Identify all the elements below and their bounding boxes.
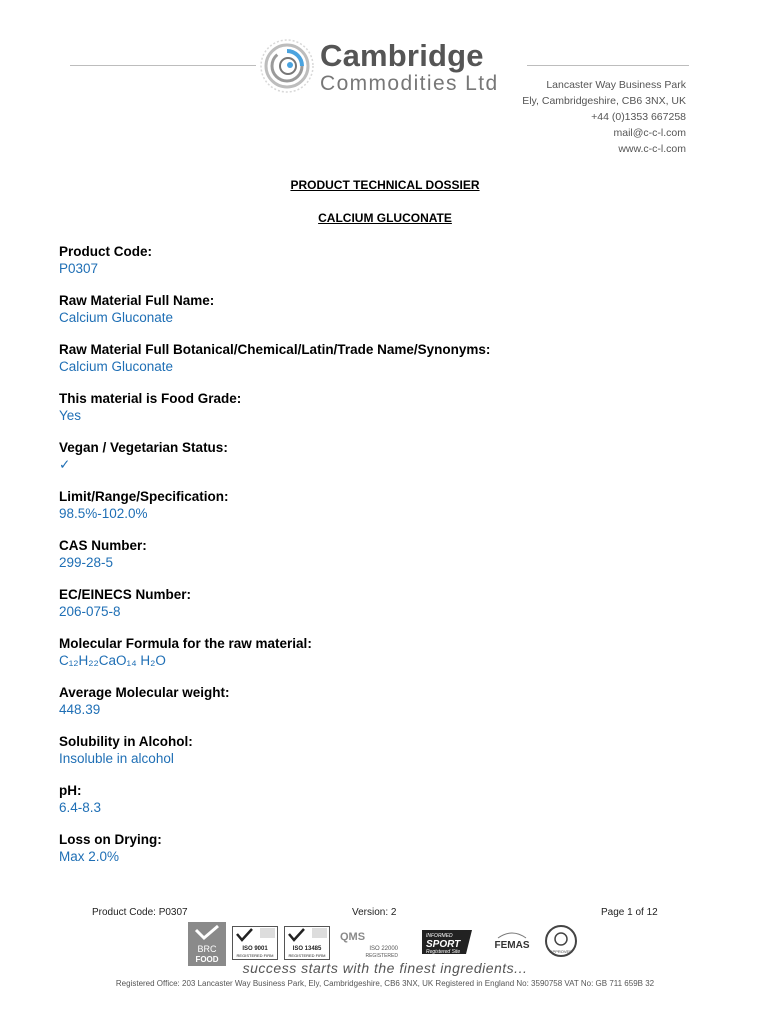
field-label: Product Code: (59, 244, 152, 259)
field-cas-number (59, 537, 679, 586)
field-full-name (59, 292, 679, 341)
field-specification (59, 488, 679, 537)
logo-name: Cambridge (320, 38, 484, 73)
header-rule-left (70, 65, 256, 66)
checkmark-icon: ✓ (59, 457, 71, 472)
svg-text:FOOD: FOOD (195, 955, 219, 964)
svg-text:REGISTERED: REGISTERED (365, 953, 398, 959)
svg-text:SPORT: SPORT (426, 939, 461, 950)
informed-sport-logo (420, 928, 474, 956)
field-value: 299-28-5 (59, 555, 114, 570)
iso-13485-logo (284, 926, 330, 960)
footer-version: Version: 2 (352, 907, 397, 918)
svg-text:INFORMED: INFORMED (426, 933, 453, 939)
company-logo (258, 38, 508, 94)
field-value: Yes (59, 408, 82, 423)
field-label: Vegan / Vegetarian Status: (59, 440, 228, 455)
field-ph (59, 782, 679, 831)
field-value: C₁₂H₂₂CaO₁₄ H₂O (59, 653, 166, 668)
field-label: pH: (59, 783, 82, 798)
field-product-code (59, 243, 679, 292)
field-molecular-weight (59, 684, 679, 733)
svg-text:ISO 22000: ISO 22000 (369, 946, 398, 952)
field-molecular-formula (59, 635, 679, 684)
address-line-website: www.c-c-l.com (618, 143, 686, 155)
qms-iso-22000-logo (338, 928, 400, 960)
field-food-grade (59, 390, 679, 439)
footer-slogan: success starts with the finest ingredients... (242, 960, 528, 976)
svg-text:FEMAS: FEMAS (494, 940, 530, 951)
field-label: CAS Number: (59, 538, 147, 553)
field-label: Molecular Formula for the raw material: (59, 636, 312, 651)
svg-text:ISO 13485: ISO 13485 (292, 946, 322, 952)
field-label: Average Molecular weight: (59, 685, 230, 700)
footer-product-code: Product Code: P0307 (92, 907, 188, 918)
document-subtitle: CALCIUM GLUCONATE (318, 211, 452, 225)
soil-association-logo (544, 924, 578, 958)
svg-text:REGISTERED FIRM: REGISTERED FIRM (288, 953, 326, 958)
svg-text:QMS: QMS (340, 931, 366, 943)
field-value: 6.4-8.3 (59, 800, 102, 815)
header-rule-right (527, 65, 689, 66)
field-solubility (59, 733, 679, 782)
svg-text:ISO 9001: ISO 9001 (242, 946, 268, 952)
address-line-town: Ely, Cambridgeshire, CB6 3NX, UK (522, 95, 686, 107)
svg-text:REGISTERED FIRM: REGISTERED FIRM (236, 953, 274, 958)
logo-swirl-icon (258, 38, 316, 94)
product-fields (59, 243, 679, 880)
field-label: Raw Material Full Name: (59, 293, 215, 308)
field-value: Max 2.0% (59, 849, 120, 864)
field-value: Calcium Gluconate (59, 359, 174, 374)
field-einecs-number (59, 586, 679, 635)
field-value: 206-075-8 (59, 604, 121, 619)
svg-text:APPROVED: APPROVED (549, 949, 573, 954)
document-title: PRODUCT TECHNICAL DOSSIER (290, 178, 480, 192)
address-line-phone: +44 (0)1353 667258 (591, 111, 686, 123)
footer-page-number: Page 1 of 12 (601, 907, 658, 918)
field-label: EC/EINECS Number: (59, 587, 192, 602)
address-line-email: mail@c-c-l.com (613, 127, 686, 139)
field-value: Calcium Gluconate (59, 310, 174, 325)
svg-text:Registered Site: Registered Site (426, 949, 461, 955)
field-value: P0307 (59, 261, 99, 276)
iso-9001-logo (232, 926, 278, 960)
company-address (522, 77, 686, 157)
field-value: 98.5%-102.0% (59, 506, 148, 521)
field-vegan-status (59, 439, 679, 488)
field-loss-on-drying (59, 831, 679, 880)
field-label: Limit/Range/Specification: (59, 489, 229, 504)
field-label: This material is Food Grade: (59, 391, 242, 406)
field-synonyms (59, 341, 679, 390)
field-value: Insoluble in alcohol (59, 751, 174, 766)
field-label: Loss on Drying: (59, 832, 162, 847)
field-label: Solubility in Alcohol: (59, 734, 193, 749)
field-label: Raw Material Full Botanical/Chemical/Latin/Trade Name/Synonyms: (59, 342, 491, 357)
address-line-street: Lancaster Way Business Park (546, 79, 686, 91)
field-value: 448.39 (59, 702, 101, 717)
svg-text:BRC: BRC (197, 944, 217, 954)
femas-logo (488, 926, 536, 958)
logo-subtitle: Commodities Ltd (320, 72, 499, 95)
footer-registered-office: Registered Office: 203 Lancaster Way Business Park, Ely, Cambridgeshire, CB6 3NX, UK Registered in England No: 3590758 VAT No: GB 711 659B 32 (115, 979, 655, 988)
